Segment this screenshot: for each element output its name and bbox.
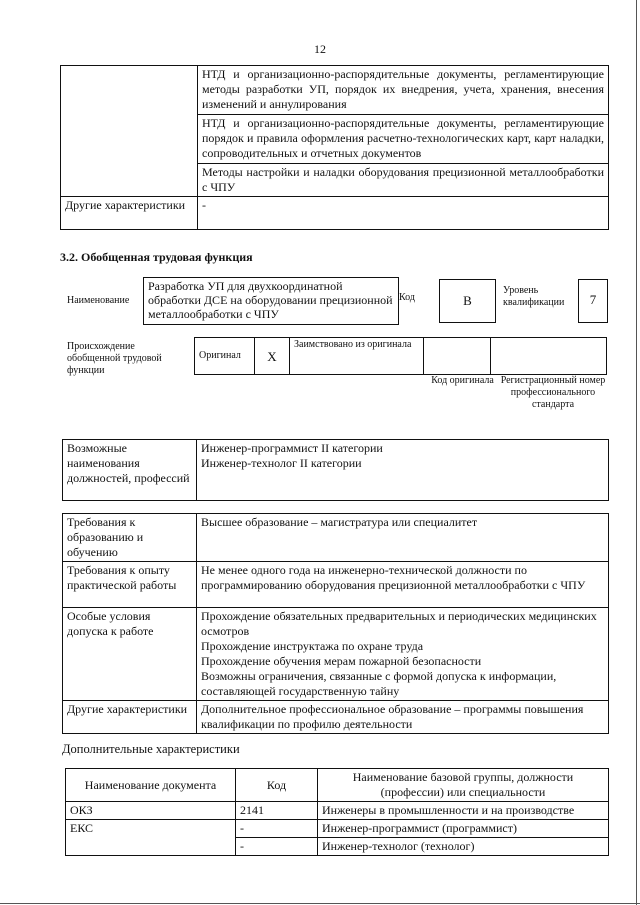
doc-cell: ОКЗ	[66, 802, 236, 820]
table-row	[63, 701, 609, 734]
page-number: 12	[314, 42, 326, 56]
table-row	[61, 66, 609, 115]
positions-label: Возможные наименования должностей, профессий	[63, 440, 197, 501]
function-name-box: Разработка УП для двухкоординатной обработки ДСЕ на оборудовании прецизионной металлообработки с ЧПУ	[143, 277, 399, 325]
original-label: Оригинал	[195, 338, 255, 375]
positions-values	[197, 440, 609, 501]
table-row	[63, 440, 609, 501]
table-row	[61, 197, 609, 230]
position-item: Инженер-программист II категории	[201, 441, 383, 455]
code-cell: -	[236, 838, 318, 856]
knowledge-item: Методы настройки и наладки оборудования прецизионной металлообработки с ЧПУ	[198, 164, 609, 197]
group-cell: Инженеры в промышленности и на производстве	[318, 802, 609, 820]
header-group: Наименование базовой группы, должности (профессии) или специальности	[318, 769, 609, 802]
name-label: Наименование	[67, 295, 130, 306]
other-label: Другие характеристики	[63, 701, 197, 734]
group-cell: Инженер-технолог (технолог)	[318, 838, 609, 856]
code-box: В	[439, 279, 496, 323]
code-original-caption: Код оригинала	[431, 375, 494, 386]
experience-value: Не менее одного года на инженерно-технической должности по программированию оборудования прецизионной металлообработки с ЧПУ	[197, 562, 609, 608]
original-mark: X	[255, 338, 290, 375]
other-characteristics-value: -	[198, 197, 609, 230]
knowledge-item: НТД и организационно-распорядительные документы, регламентирующие методы разработки УП, порядок их внедрения, учета, хранения, внесения изменений и аннулирования	[198, 66, 609, 115]
other-value: Дополнительное профессиональное образование – программы повышения квалификации по профилю деятельности	[197, 701, 609, 734]
level-box: 7	[578, 279, 608, 323]
origin-reg-cell	[491, 338, 607, 375]
section-title: 3.2. Обобщенная трудовая функция	[60, 250, 253, 264]
other-characteristics-label: Другие характеристики	[61, 197, 198, 230]
admission-item: Возможны ограничения, связанные с формой допуска к информации, составляющей государственную тайну	[201, 669, 557, 698]
reg-number-caption: Регистрационный номер профессионального стандарта	[500, 375, 606, 410]
level-label: Уровень квалификации	[503, 285, 565, 308]
scan-bottom-line	[0, 903, 640, 904]
table-header-row	[66, 769, 609, 802]
header-doc: Наименование документа	[66, 769, 236, 802]
code-cell: -	[236, 820, 318, 838]
code-cell: 2141	[236, 802, 318, 820]
table-row	[63, 608, 609, 701]
extra-table	[65, 768, 609, 856]
empty-label-cell	[61, 66, 198, 197]
requirements-table	[62, 513, 609, 734]
positions-table	[62, 439, 609, 501]
position-item: Инженер-технолог II категории	[201, 456, 362, 470]
admission-label: Особые условия допуска к работе	[63, 608, 197, 701]
admission-item: Прохождение обучения мерам пожарной безопасности	[201, 654, 482, 668]
table-row	[195, 338, 607, 375]
doc-cell: ЕКС	[66, 820, 236, 856]
table-row	[63, 562, 609, 608]
admission-values	[197, 608, 609, 701]
table-row	[66, 820, 609, 838]
education-label: Требования к образованию и обучению	[63, 514, 197, 562]
table-row	[63, 514, 609, 562]
knowledge-item: НТД и организационно-распорядительные документы, регламентирующие порядок и правила оформления расчетно-технологических карт, карт наладки, сопроводительных и отчетных документов	[198, 115, 609, 164]
group-cell: Инженер-программист (программист)	[318, 820, 609, 838]
admission-item: Прохождение обязательных предварительных и периодических медицинских осмотров	[201, 609, 597, 638]
extra-title: Дополнительные характеристики	[62, 742, 240, 756]
top-knowledge-table	[60, 65, 609, 230]
origin-label: Происхождение обобщенной трудовой функции	[67, 341, 162, 376]
origin-code-cell	[424, 338, 491, 375]
header-code: Код	[236, 769, 318, 802]
code-label: Код	[399, 292, 415, 303]
experience-label: Требования к опыту практической работы	[63, 562, 197, 608]
education-value: Высшее образование – магистратура или специалитет	[197, 514, 609, 562]
origin-table	[194, 337, 607, 375]
scan-edge-line	[636, 0, 637, 905]
borrowed-label: Заимствовано из оригинала	[290, 338, 424, 375]
admission-item: Прохождение инструктажа по охране труда	[201, 639, 424, 653]
table-row	[66, 802, 609, 820]
